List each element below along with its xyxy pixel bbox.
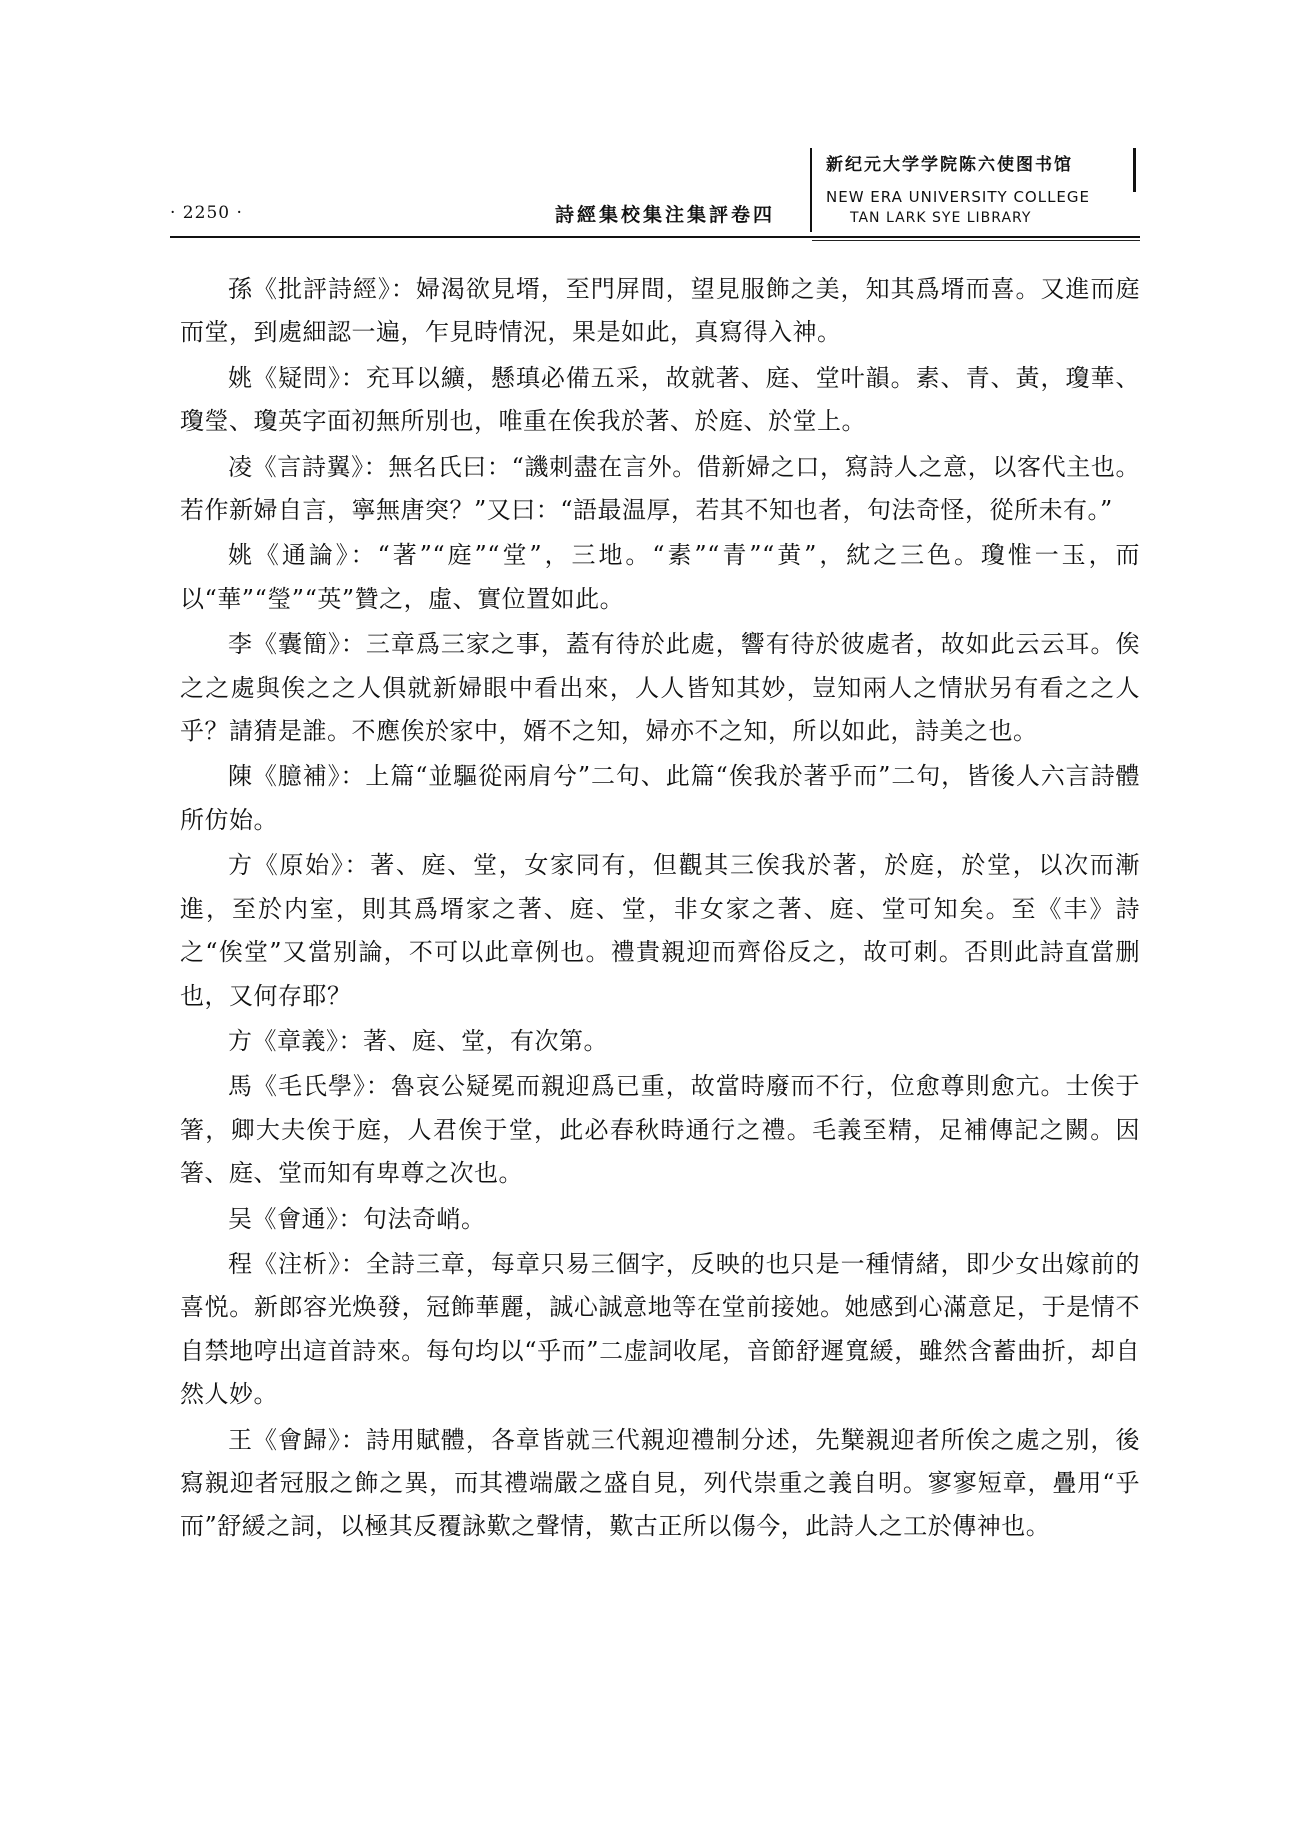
commentary-paragraph: 方《章義》：著、庭、堂，有次第。 — [228, 1026, 608, 1055]
library-stamp — [810, 148, 1140, 238]
stamp-bar-left — [810, 148, 812, 232]
commentary-paragraph: 凌《言詩翼》：無名氏曰：“譏刺盡在言外。借新婦之口，寫詩人之意，以客代主也。若作新婦自言，寧無唐突？”又曰：“語最温厚，若其不知也者，句法奇怪，從所未有。” — [180, 452, 1140, 525]
body-text — [180, 268, 1140, 1551]
commentary-paragraph: 程《注析》：全詩三章，每章只易三個字，反映的也只是一種情緒，即少女出嫁前的喜悦。新郎容光焕發，冠飾華麗，誠心誠意地等在堂前接她。她感到心滿意足，于是情不自禁地哼出這首詩來。每句均以“乎而”二虚詞收尾，音節舒遲寬緩，雖然含蓄曲折，却自然人妙。 — [180, 1249, 1140, 1409]
stamp-bar-right — [1133, 148, 1136, 192]
page-number: · 2250 · — [170, 203, 243, 223]
commentary-paragraph: 吴《會通》：句法奇峭。 — [228, 1204, 486, 1233]
running-title: 詩經集校集注集評卷四 — [555, 204, 776, 226]
commentary-paragraph: 姚《通論》：“著”“庭”“堂”，三地。“素”“青”“黄”，紞之三色。瓊惟一玉，而以“華”“瑩”“英”贊之，虛、實位置如此。 — [180, 541, 1140, 613]
commentary-paragraph: 陳《臆補》：上篇“並驅從兩肩兮”二句、此篇“俟我於著乎而”二句，皆後人六言詩體所仿始。 — [180, 762, 1140, 834]
commentary-paragraph: 王《會歸》：詩用賦體，各章皆就三代親迎禮制分述，先櫱親迎者所俟之處之别，後寫親迎者冠服之飾之異，而其禮端嚴之盛自見，列代崇重之義自明。寥寥短章，疊用“乎而”舒緩之詞，以極其反覆詠歎之聲情，歎古正所以傷今，此詩人之工於傳神也。 — [180, 1425, 1140, 1541]
commentary-paragraph: 馬《毛氏學》：魯哀公疑冕而親迎爲已重，故當時廢而不行，位愈尊則愈亢。士俟于箸，卿大夫俟于庭，人君俟于堂，此必春秋時通行之禮。毛義至精，足補傳記之闕。因箸、庭、堂而知有卑尊之次也。 — [180, 1072, 1140, 1188]
commentary-paragraph: 孫《批評詩經》：婦渴欲見壻，至門屏間，望見服飾之美，知其爲壻而喜。又進而庭而堂，到處細認一遍，乍見時情況，果是如此，真寫得入神。 — [180, 275, 1140, 347]
commentary-paragraph: 姚《疑問》：充耳以纊，懸瑱必備五采，故就著、庭、堂叶韻。素、青、黃，瓊華、瓊瑩、瓊英字面初無所別也，唯重在俟我於著、於庭、於堂上。 — [180, 363, 1140, 436]
commentary-paragraph: 李《囊簡》：三章爲三家之事，蓋有待於此處，響有待於彼處者，故如此云云耳。俟之之處與俟之之人俱就新婦眼中看出來，人人皆知其妙，豈知兩人之情狀另有看之之人乎？請猜是誰。不應俟於家中，婿不之知，婦亦不之知，所以如此，詩美之也。 — [180, 630, 1140, 746]
header-rule — [170, 236, 1140, 238]
commentary-paragraph: 方《原始》：著、庭、堂，女家同有，但觀其三俟我於著，於庭，於堂，以次而漸進，至於内室，則其爲壻家之著、庭、堂，非女家之著、庭、堂可知矣。至《丰》詩之“俟堂”又當别論，不可以此章例也。禮貴親迎而齊俗反之，故可刺。否則此詩直當删也，又何存耶？ — [180, 851, 1140, 1010]
stamp-library-name-chinese: 新纪元大学学院陈六使图书馆 — [826, 155, 1073, 175]
stamp-college-name: NEW ERA UNIVERSITY COLLEGE — [826, 188, 1091, 206]
stamp-underline — [812, 240, 1140, 241]
stamp-library-name-english: TAN LARK SYE LIBRARY — [850, 210, 1032, 226]
